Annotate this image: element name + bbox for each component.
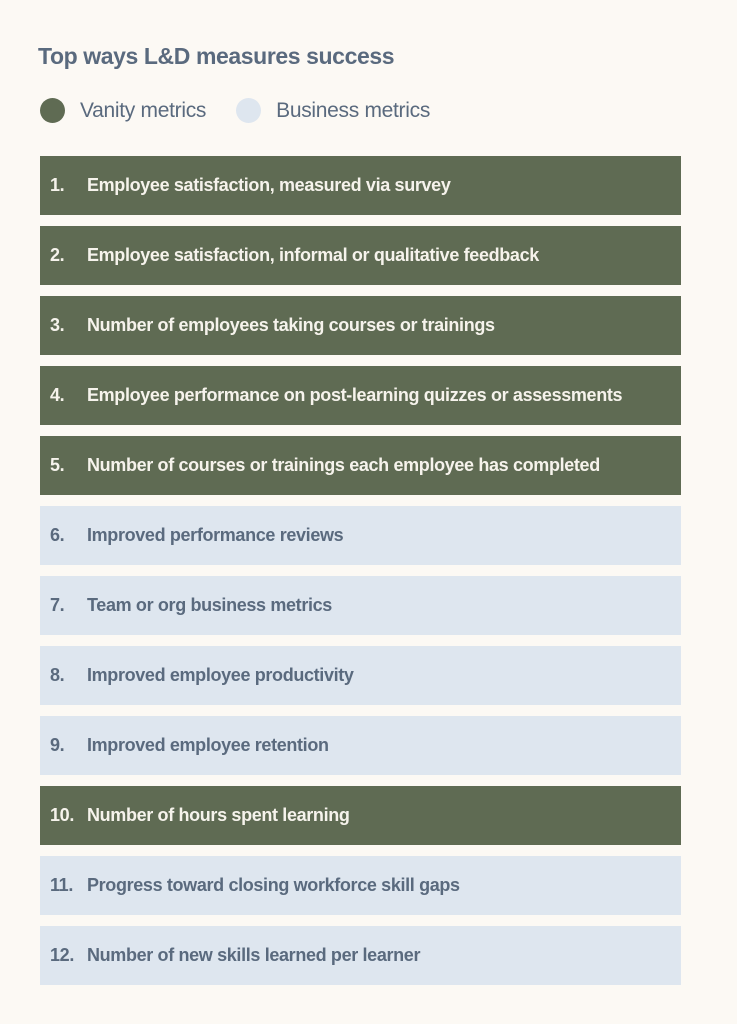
- metric-row: [40, 436, 681, 495]
- rank-number: 7.: [50, 595, 65, 615]
- rank-number: 1.: [50, 175, 65, 195]
- metric-row: [40, 506, 681, 565]
- metric-row: [40, 296, 681, 355]
- metric-label: Number of new skills learned per learner: [87, 945, 421, 965]
- metric-label: Number of courses or trainings each employee has completed: [87, 455, 600, 475]
- metric-row: [40, 786, 681, 845]
- rank-number: 9.: [50, 735, 65, 755]
- metric-label: Progress toward closing workforce skill gaps: [87, 875, 460, 895]
- rank-number: 6.: [50, 525, 65, 545]
- rank-number: 11.: [50, 875, 73, 895]
- metric-label: Number of employees taking courses or trainings: [87, 315, 495, 335]
- rank-number: 4.: [50, 385, 65, 405]
- metric-row: [40, 366, 681, 425]
- legend: [40, 98, 460, 123]
- metric-label: Improved employee productivity: [87, 665, 354, 685]
- metric-row: [40, 646, 681, 705]
- legend-label: Vanity metrics: [80, 98, 207, 122]
- metric-label: Number of hours spent learning: [87, 805, 350, 825]
- metric-label: Improved employee retention: [87, 735, 329, 755]
- metric-row: [40, 926, 681, 985]
- metric-label: Improved performance reviews: [87, 525, 344, 545]
- metric-label: Employee satisfaction, informal or qualitative feedback: [87, 245, 539, 265]
- rank-number: 3.: [50, 315, 65, 335]
- rank-number: 5.: [50, 455, 65, 475]
- metric-row: [40, 856, 681, 915]
- metric-row: [40, 226, 681, 285]
- legend-label: Business metrics: [276, 98, 431, 122]
- rank-number: 10.: [50, 805, 74, 825]
- metric-row: [40, 576, 681, 635]
- rank-number: 12.: [50, 945, 74, 965]
- vanity-dot-icon: [40, 98, 65, 123]
- metrics-list: [40, 156, 681, 996]
- legend-item-vanity: [40, 98, 206, 123]
- chart-title: Top ways L&D measures success: [38, 43, 395, 69]
- metric-row: [40, 156, 681, 215]
- rank-number: 8.: [50, 665, 65, 685]
- business-dot-icon: [236, 98, 261, 123]
- rank-number: 2.: [50, 245, 65, 265]
- metric-row: [40, 716, 681, 775]
- metric-label: Employee satisfaction, measured via survey: [87, 175, 451, 195]
- legend-item-business: [236, 98, 430, 123]
- metric-label: Team or org business metrics: [87, 595, 332, 615]
- metric-label: Employee performance on post-learning quizzes or assessments: [87, 385, 623, 405]
